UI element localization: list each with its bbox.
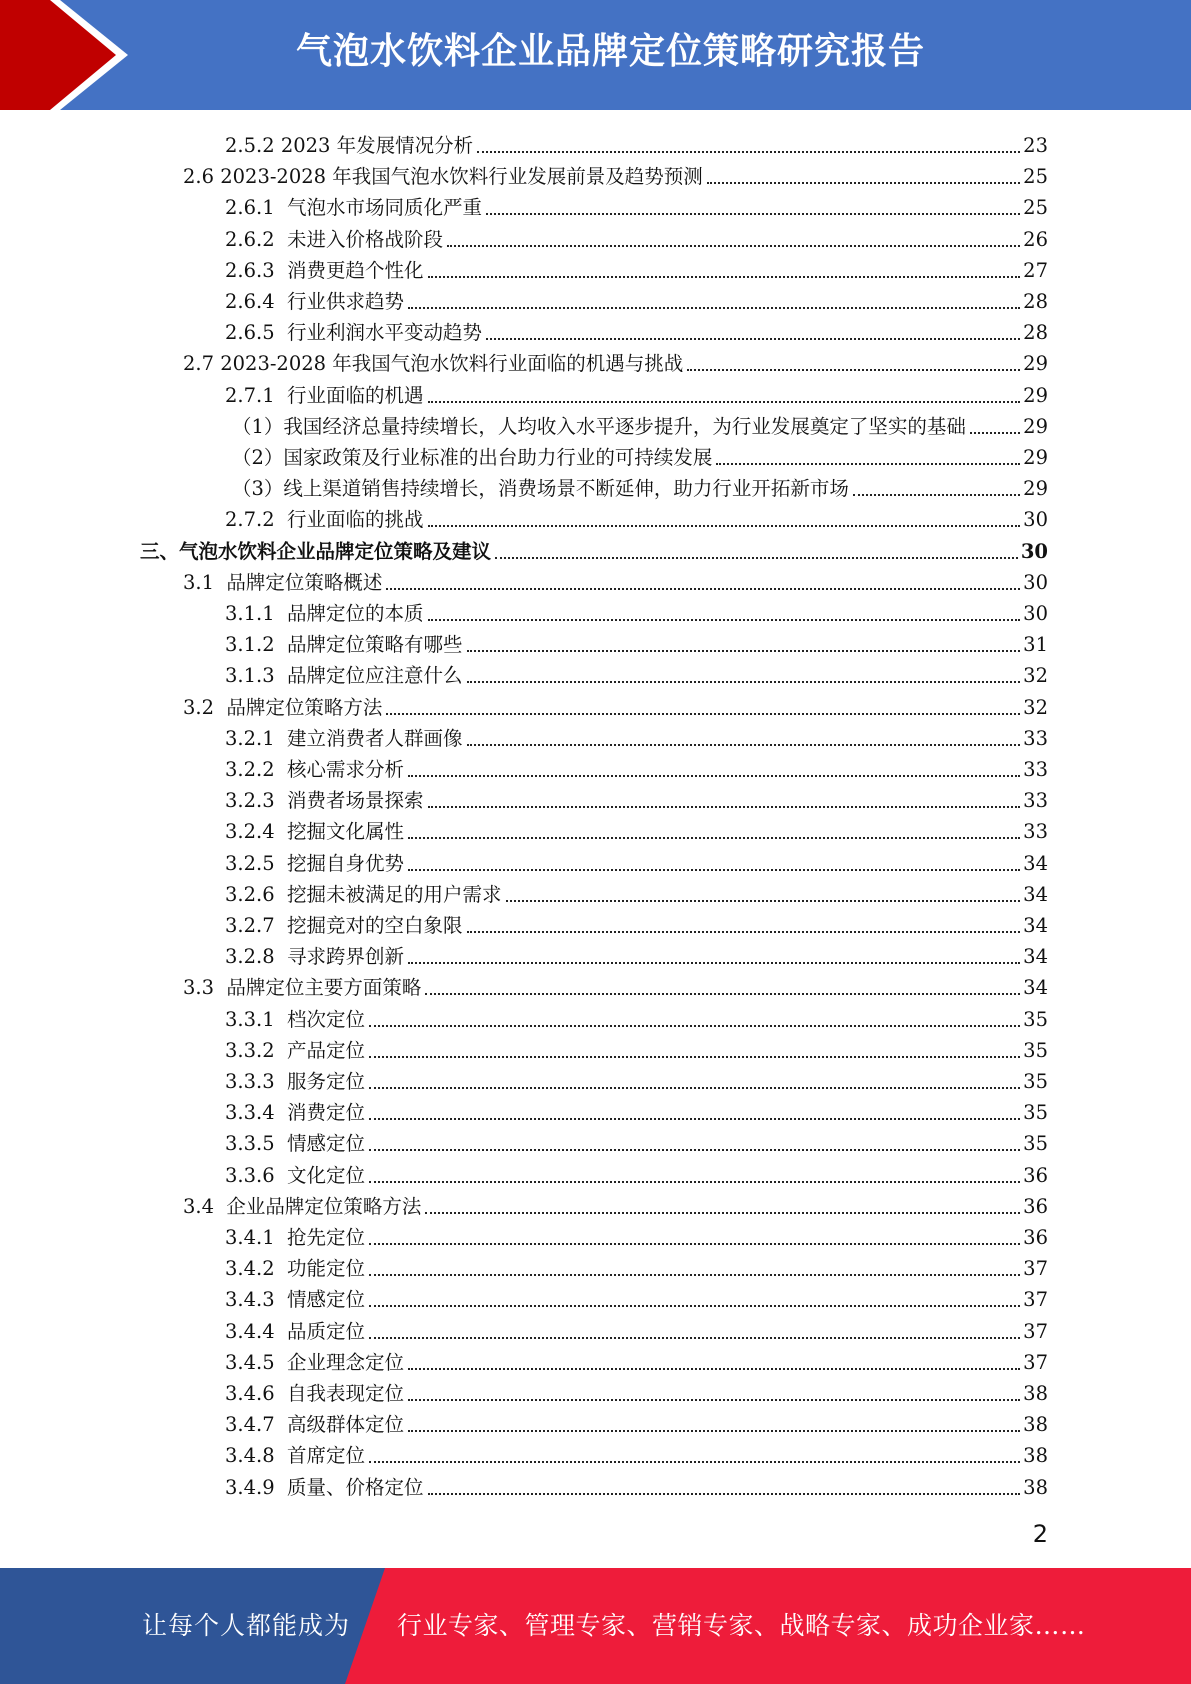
toc-dot-leader	[369, 1149, 1020, 1151]
toc-entry-title: 挖掘文化属性	[287, 820, 405, 844]
toc-entry-number: （2）	[232, 446, 284, 469]
toc-entry[interactable]	[225, 1282, 1048, 1312]
page-footer	[0, 1568, 1191, 1684]
toc-entry-page: 34	[1023, 914, 1048, 937]
toc-entry[interactable]	[225, 1251, 1048, 1281]
toc-dot-leader	[970, 432, 1020, 434]
toc-entry[interactable]	[232, 409, 1048, 439]
toc-entry[interactable]	[225, 846, 1048, 876]
toc-entry-page: 38	[1023, 1413, 1048, 1437]
toc-entry-number: 3.3.3	[225, 1070, 288, 1093]
toc-entry-page: 34	[1023, 976, 1048, 1000]
toc-entry-number: 3.4.5	[225, 1350, 288, 1374]
toc-entry[interactable]	[225, 752, 1048, 782]
toc-dot-leader	[369, 1025, 1020, 1027]
toc-dot-leader	[428, 619, 1021, 621]
toc-entry-title: 抢先定位	[287, 1226, 366, 1249]
toc-entry-number: 2.6.4	[225, 290, 288, 313]
toc-entry-title: 消费更趋个性化	[287, 258, 424, 282]
toc-entry-number: 3.4.8	[225, 1444, 288, 1468]
toc-entry-title: 自我表现定位	[287, 1382, 405, 1405]
toc-entry[interactable]	[225, 315, 1048, 345]
toc-dot-leader	[687, 369, 1020, 371]
toc-entry-number: 3.2	[183, 695, 227, 719]
toc-entry[interactable]	[225, 596, 1048, 626]
toc-entry[interactable]	[225, 783, 1048, 813]
toc-entry-page: 23	[1023, 134, 1048, 157]
toc-entry-page: 37	[1023, 1288, 1048, 1312]
toc-entry[interactable]	[225, 1407, 1048, 1437]
toc-dot-leader	[467, 931, 1021, 933]
toc-entry[interactable]	[225, 1314, 1048, 1344]
toc-entry-number: 3.4.3	[225, 1288, 288, 1312]
toc-entry-page: 36	[1023, 1194, 1048, 1218]
toc-entry-title: 文化定位	[287, 1163, 366, 1187]
toc-dot-leader	[408, 307, 1020, 309]
toc-entry[interactable]	[225, 814, 1048, 844]
toc-entry-number: 3.4.2	[225, 1257, 288, 1281]
toc-entry-title: 质量、价格定位	[287, 1475, 424, 1499]
toc-entry-title: 品质定位	[287, 1319, 366, 1343]
toc-entry-title: 行业供求趋势	[287, 290, 405, 313]
toc-entry[interactable]	[225, 222, 1048, 252]
toc-entry-number: 2.6.1	[225, 196, 288, 220]
toc-entry-page: 34	[1023, 945, 1048, 969]
toc-entry-number: 3.2.8	[225, 945, 288, 969]
toc-dot-leader	[408, 869, 1020, 871]
toc-entry-page: 33	[1023, 726, 1048, 750]
toc-entry[interactable]	[225, 502, 1048, 532]
toc-entry[interactable]	[183, 346, 1048, 376]
toc-entry[interactable]	[225, 190, 1048, 220]
toc-entry-page: 25	[1023, 196, 1048, 220]
toc-dot-leader	[428, 525, 1021, 527]
toc-entry-number: 2.6.3	[225, 258, 288, 282]
toc-entry[interactable]	[225, 1002, 1048, 1032]
toc-dot-leader	[369, 1056, 1020, 1058]
toc-dot-leader	[495, 557, 1018, 559]
toc-dot-leader	[447, 245, 1020, 247]
toc-dot-leader	[408, 775, 1020, 777]
toc-entry-page: 25	[1023, 165, 1048, 189]
toc-entry[interactable]	[225, 908, 1048, 938]
toc-entry-page: 37	[1023, 1350, 1048, 1374]
toc-dot-leader	[707, 182, 1020, 184]
toc-entry[interactable]	[225, 1064, 1048, 1094]
toc-entry-title: 服务定位	[287, 1070, 366, 1093]
toc-entry-number: 3.4	[183, 1194, 227, 1218]
toc-entry-title: 品牌定位策略方法	[226, 695, 383, 719]
toc-entry-title: 寻求跨界创新	[287, 945, 405, 969]
toc-entry-page: 28	[1023, 290, 1048, 313]
toc-entry-title: 挖掘未被满足的用户需求	[287, 882, 502, 906]
footer-slogan-right: 行业专家、管理专家、营销专家、战略专家、成功企业家……	[397, 1611, 1086, 1640]
toc-entry[interactable]	[225, 1438, 1048, 1468]
toc-entry-title: 行业面临的机遇	[287, 383, 424, 407]
toc-dot-leader	[408, 1430, 1020, 1432]
toc-entry[interactable]	[225, 1470, 1048, 1500]
toc-entry-title: 品牌定位的本质	[287, 602, 424, 625]
toc-entry-title: 未进入价格战阶段	[287, 227, 444, 251]
toc-entry-page: 30	[1020, 539, 1048, 563]
toc-entry-page: 31	[1023, 633, 1048, 657]
toc-dot-leader	[467, 650, 1021, 652]
toc-entry-title: 首席定位	[287, 1444, 366, 1468]
toc-entry[interactable]	[225, 1095, 1048, 1125]
toc-entry[interactable]	[140, 534, 1048, 564]
toc-entry-title: 我国经济总量持续增长，人均收入水平逐步提升，为行业发展奠定了坚实的基础	[283, 414, 966, 438]
toc-entry-page: 28	[1023, 321, 1048, 345]
toc-entry-number: 3.1.2	[225, 633, 288, 657]
toc-entry[interactable]	[225, 1158, 1048, 1188]
toc-entry-page: 36	[1023, 1163, 1048, 1187]
toc-dot-leader	[486, 213, 1020, 215]
toc-entry-number: 2.6.5	[225, 321, 288, 345]
toc-entry-title: 消费定位	[287, 1101, 366, 1125]
toc-entry-number: 2.7.1	[225, 383, 288, 407]
toc-entry-number: （1）	[232, 414, 284, 438]
toc-entry-page: 38	[1023, 1382, 1048, 1405]
toc-entry-page: 35	[1023, 1038, 1048, 1062]
toc-entry-number: 3.2.4	[225, 820, 288, 844]
toc-entry-title: 企业理念定位	[287, 1350, 405, 1374]
toc-entry-title: 气泡水市场同质化严重	[287, 196, 483, 220]
toc-entry[interactable]	[225, 1345, 1048, 1375]
toc-entry-title: 情感定位	[287, 1288, 366, 1312]
toc-entry-page: 32	[1023, 695, 1048, 719]
toc-entry[interactable]	[225, 1376, 1048, 1406]
toc-dot-leader	[369, 1274, 1020, 1276]
toc-entry-page: 35	[1023, 1101, 1048, 1125]
toc-entry-title: 2023 年发展情况分析	[280, 134, 474, 157]
toc-entry-number: 3.4.6	[225, 1382, 288, 1405]
toc-entry[interactable]	[225, 1126, 1048, 1156]
toc-entry-title: 行业利润水平变动趋势	[287, 321, 483, 345]
toc-entry[interactable]	[225, 877, 1048, 907]
toc-entry-number: 3.3.5	[225, 1132, 288, 1156]
toc-entry-page: 37	[1023, 1257, 1048, 1281]
toc-entry-number: 3.4.4	[225, 1319, 288, 1343]
toc-entry-page: 35	[1023, 1132, 1048, 1156]
toc-dot-leader	[408, 962, 1020, 964]
toc-entry-number: 3.2.7	[225, 914, 288, 937]
toc-entry-page: 29	[1023, 477, 1048, 501]
toc-entry-page: 29	[1023, 383, 1048, 407]
toc-entry-title: 情感定位	[287, 1132, 366, 1156]
toc-entry-page: 35	[1023, 1070, 1048, 1093]
toc-entry-title: 建立消费者人群画像	[287, 726, 463, 750]
toc-entry-number: 3.1.1	[225, 602, 288, 625]
toc-entry-title: 消费者场景探索	[287, 789, 424, 813]
toc-entry-number: 2.5.2	[225, 134, 281, 157]
toc-entry-number: 2.7	[183, 352, 221, 376]
toc-entry[interactable]	[225, 253, 1048, 283]
toc-entry-title: 行业面临的挑战	[287, 508, 424, 532]
toc-entry-number: 2.6.2	[225, 227, 288, 251]
toc-entry-page: 30	[1023, 570, 1048, 594]
toc-entry-page: 38	[1023, 1444, 1048, 1468]
toc-entry[interactable]	[232, 440, 1048, 470]
toc-entry-page: 29	[1023, 446, 1048, 469]
toc-entry[interactable]	[225, 1033, 1048, 1063]
toc-entry[interactable]	[225, 1220, 1048, 1250]
toc-entry[interactable]	[183, 159, 1048, 189]
toc-entry-page: 33	[1023, 758, 1048, 781]
toc-entry-title: 企业品牌定位策略方法	[226, 1194, 422, 1218]
toc-entry-page: 35	[1023, 1007, 1048, 1031]
toc-dot-leader	[428, 276, 1021, 278]
toc-entry-number: 3.4.9	[225, 1475, 288, 1499]
toc-dot-leader	[386, 713, 1020, 715]
toc-entry-page: 37	[1023, 1319, 1048, 1343]
toc-entry-page: 32	[1023, 664, 1048, 688]
toc-entry-page: 26	[1023, 227, 1048, 251]
toc-entry[interactable]	[183, 1189, 1048, 1219]
toc-entry[interactable]	[183, 970, 1048, 1000]
toc-dot-leader	[408, 837, 1020, 839]
toc-dot-leader	[369, 1337, 1020, 1339]
toc-entry-title: 品牌定位应注意什么	[287, 664, 463, 688]
toc-entry[interactable]	[225, 939, 1048, 969]
toc-entry-number: 3.3.6	[225, 1163, 288, 1187]
toc-entry[interactable]	[225, 128, 1048, 158]
toc-entry-page: 34	[1023, 882, 1048, 906]
toc-dot-leader	[853, 494, 1020, 496]
toc-entry[interactable]	[225, 721, 1048, 751]
toc-dot-leader	[369, 1181, 1020, 1183]
toc-entry-title: 品牌定位主要方面策略	[226, 976, 422, 1000]
toc-entry-title: 2023-2028 年我国气泡水饮料行业面临的机遇与挑战	[220, 352, 684, 376]
toc-dot-leader	[716, 463, 1020, 465]
toc-entry-title: 高级群体定位	[287, 1413, 405, 1437]
toc-dot-leader	[369, 1305, 1020, 1307]
toc-entry-title: 挖掘竞对的空白象限	[287, 914, 463, 937]
page-header	[0, 0, 1191, 110]
toc-entry[interactable]	[225, 658, 1048, 688]
document-title: 气泡水饮料企业品牌定位策略研究报告	[295, 31, 925, 72]
toc-entry-number: 3.2.5	[225, 851, 288, 875]
toc-entry-title: 档次定位	[287, 1007, 366, 1031]
toc-entry-number: 3.2.3	[225, 789, 288, 813]
toc-dot-leader	[408, 1368, 1020, 1370]
toc-dot-leader	[425, 993, 1020, 995]
toc-entry-number: 2.7.2	[225, 508, 288, 532]
toc-entry-number: 2.6	[183, 165, 221, 189]
footer-slogan-left: 让每个人都能成为	[142, 1611, 351, 1640]
toc-entry-title: 核心需求分析	[287, 758, 405, 781]
toc-dot-leader	[486, 338, 1020, 340]
toc-entry-title: 功能定位	[287, 1257, 366, 1281]
toc-entry-title: 产品定位	[287, 1038, 366, 1062]
toc-entry-title: 2023-2028 年我国气泡水饮料行业发展前景及趋势预测	[220, 165, 703, 189]
toc-entry-number: 3.2.2	[225, 758, 288, 781]
toc-entry-number: 3.1	[183, 570, 227, 594]
toc-dot-leader	[408, 1399, 1020, 1401]
toc-dot-leader	[386, 588, 1020, 590]
toc-entry-number: 3.3.1	[225, 1007, 288, 1031]
toc-entry-page: 33	[1023, 789, 1048, 813]
toc-entry-page: 30	[1023, 602, 1048, 625]
toc-dot-leader	[369, 1461, 1020, 1463]
toc-entry-number: 3.4.1	[225, 1226, 288, 1249]
toc-entry-title: 挖掘自身优势	[287, 851, 405, 875]
toc-entry-number: （3）	[232, 477, 284, 501]
toc-entry-number: 三、	[140, 539, 180, 563]
toc-entry-number: 3.3	[183, 976, 227, 1000]
toc-dot-leader	[428, 1493, 1021, 1495]
page-number: 2	[1032, 1520, 1048, 1548]
toc-entry-page: 29	[1023, 414, 1048, 438]
toc-entry-page: 38	[1023, 1475, 1048, 1499]
toc-entry-page: 36	[1023, 1226, 1048, 1249]
toc-entry[interactable]	[225, 284, 1048, 314]
toc-dot-leader	[369, 1243, 1020, 1245]
toc-entry-title: 品牌定位策略有哪些	[287, 633, 463, 657]
toc-entry-number: 3.2.1	[225, 726, 288, 750]
toc-entry-title: 国家政策及行业标准的出台助力行业的可持续发展	[283, 446, 713, 469]
toc-dot-leader	[467, 744, 1021, 746]
toc-entry[interactable]	[183, 690, 1048, 720]
toc-entry[interactable]	[225, 378, 1048, 408]
toc-dot-leader	[477, 151, 1020, 153]
toc-entry-number: 3.3.2	[225, 1038, 288, 1062]
toc-entry[interactable]	[225, 627, 1048, 657]
toc-dot-leader	[428, 806, 1021, 808]
toc-entry-number: 3.1.3	[225, 664, 288, 688]
toc-dot-leader	[425, 1212, 1020, 1214]
toc-entry-number: 3.2.6	[225, 882, 288, 906]
toc-entry-title: 线上渠道销售持续增长，消费场景不断延伸，助力行业开拓新市场	[283, 477, 849, 501]
toc-dot-leader	[428, 401, 1021, 403]
toc-entry-number: 3.4.7	[225, 1413, 288, 1437]
toc-entry-title: 气泡水饮料企业品牌定位策略及建议	[179, 539, 492, 563]
toc-dot-leader	[506, 900, 1021, 902]
toc-entry[interactable]	[232, 471, 1048, 501]
toc-entry-page: 33	[1023, 820, 1048, 844]
toc-dot-leader	[467, 681, 1021, 683]
toc-entry-page: 34	[1023, 851, 1048, 875]
toc-entry-page: 27	[1023, 258, 1048, 282]
toc-entry-number: 3.3.4	[225, 1101, 288, 1125]
toc-dot-leader	[369, 1087, 1020, 1089]
toc-entry-page: 30	[1023, 508, 1048, 532]
toc-dot-leader	[369, 1118, 1020, 1120]
toc-entry[interactable]	[183, 565, 1048, 595]
toc-entry-title: 品牌定位策略概述	[226, 570, 383, 594]
toc-entry-page: 29	[1023, 352, 1048, 376]
